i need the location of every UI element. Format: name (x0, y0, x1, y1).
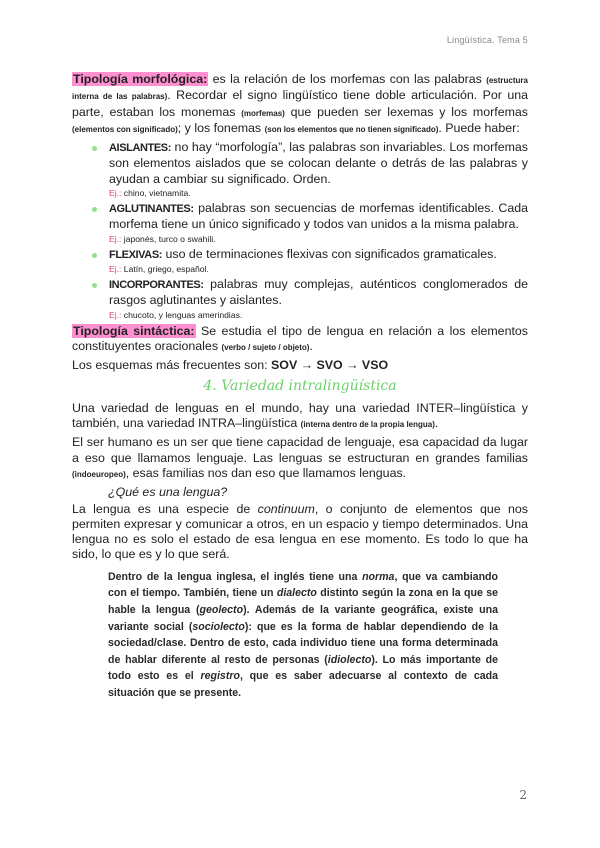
schemes-line: Los esquemas más frecuentes son: SOV → SVO → VSO (72, 358, 389, 373)
morphological-types-list (72, 140, 528, 320)
question-heading: ¿Qué es una lengua? (108, 485, 228, 500)
syntactic-typology-paragraph: Tipología sintáctica: Se estudia el tipo de lengua en relación a los elementos constituyentes oracionales (verbo / sujeto / objeto). (72, 323, 528, 353)
word-order-formula: SOV → SVO → VSO (271, 358, 389, 373)
example-line: Ej.: chucoto, y lenguas amerindias. (109, 309, 243, 320)
example-line: Ej.: japonés, turco o swahili. (109, 233, 216, 244)
document-header: Lingüística. Tema 5 (446, 35, 528, 45)
language-definition-paragraph: La lengua es una especie de continuum, o conjunto de elementos que nos permiten expresar y comunicar a otros, en un espacio y tiempo determinados. Una lengua no es solo el estado de esa lengua en ese momento. Es todo lo que ha sido, lo que es y lo que será. (72, 501, 528, 562)
bullet-icon (92, 283, 97, 288)
english-example-block: Dentro de la lengua inglesa, el inglés tiene una norma, que va cambiando con el tiempo. También, tiene un dialecto distinto según la zona en la que se hable la lengua (geolecto). Además de la variante geográfica, existe una variante social (sociolecto): que es la forma de hablar dependiendo de la sociedad/clase. Dentro de esto, cada individuo tiene una forma determinada de hablar diferente al resto de personas (idiolecto). Lo más importante de todo esto es el registro, que es saber adecuarse al contexto de cada situación que se presente. (108, 570, 498, 699)
language-families-paragraph: El ser humano es un ser que tiene capacidad de lenguaje, esa capacidad da lugar a eso que llamamos lenguaje. Las lenguas se estructuran en grandes familias (indoeuropeo), esas familias nos dan eso que llamamos lenguas. (72, 435, 528, 480)
morphological-typology-label: Tipología morfológica: (73, 72, 208, 86)
list-item-aglutinantes: AGLUTINANTES: palabras son secuencias de morfemas identificables. Cada morfema tiene un único significado y todos van unidos a la misma palabra. Ej.: japonés, turco o swahili. (72, 201, 528, 245)
syntactic-typology-label: Tipología sintáctica: (73, 323, 195, 338)
section-title: 4. Variedad intralingüística (203, 378, 397, 395)
bullet-icon (92, 146, 97, 151)
example-line: Ej.: chino, vietnamita. (109, 188, 191, 199)
bullet-icon (92, 207, 97, 212)
page-number: 2 (519, 788, 527, 802)
list-item-flexivas: FLEXIVAS: uso de terminaciones flexivas con significados gramaticales. Ej.: Latín, griego, español. (72, 247, 528, 275)
list-item-incorporantes: INCORPORANTES: palabras muy complejas, auténticos conglomerados de rasgos aglutinantes y aislantes. Ej.: chucoto, y lenguas amerindias. (72, 277, 528, 321)
list-item-aislantes: AISLANTES: no hay “morfología”, las palabras son invariables. Los morfemas son elementos aislados que se colocan delante o detrás de las palabras y ayudan a cambiar su significado. Orden. Ej.: chino, vietnamita. (72, 140, 528, 199)
page-body (72, 72, 528, 701)
morphological-typology-paragraph: Tipología morfológica: es la relación de los morfemas con las palabras (estructura interna de las palabras). Recordar el signo lingüístico tiene doble articulación. Por una parte, estaban los monemas (morfemas) que pueden ser lexemas y los morfemas (elementos con significado); y los fonemas (son los elementos que no tienen significado). Puede haber: (72, 72, 528, 135)
bullet-icon (92, 253, 97, 258)
example-line: Ej.: Latín, griego, español. (109, 263, 209, 274)
variety-paragraph: Una variedad de lenguas en el mundo, hay una variedad INTER–lingüística y también, una variedad INTRA–lingüística (interna dentro de la propia lengua). (72, 400, 528, 431)
